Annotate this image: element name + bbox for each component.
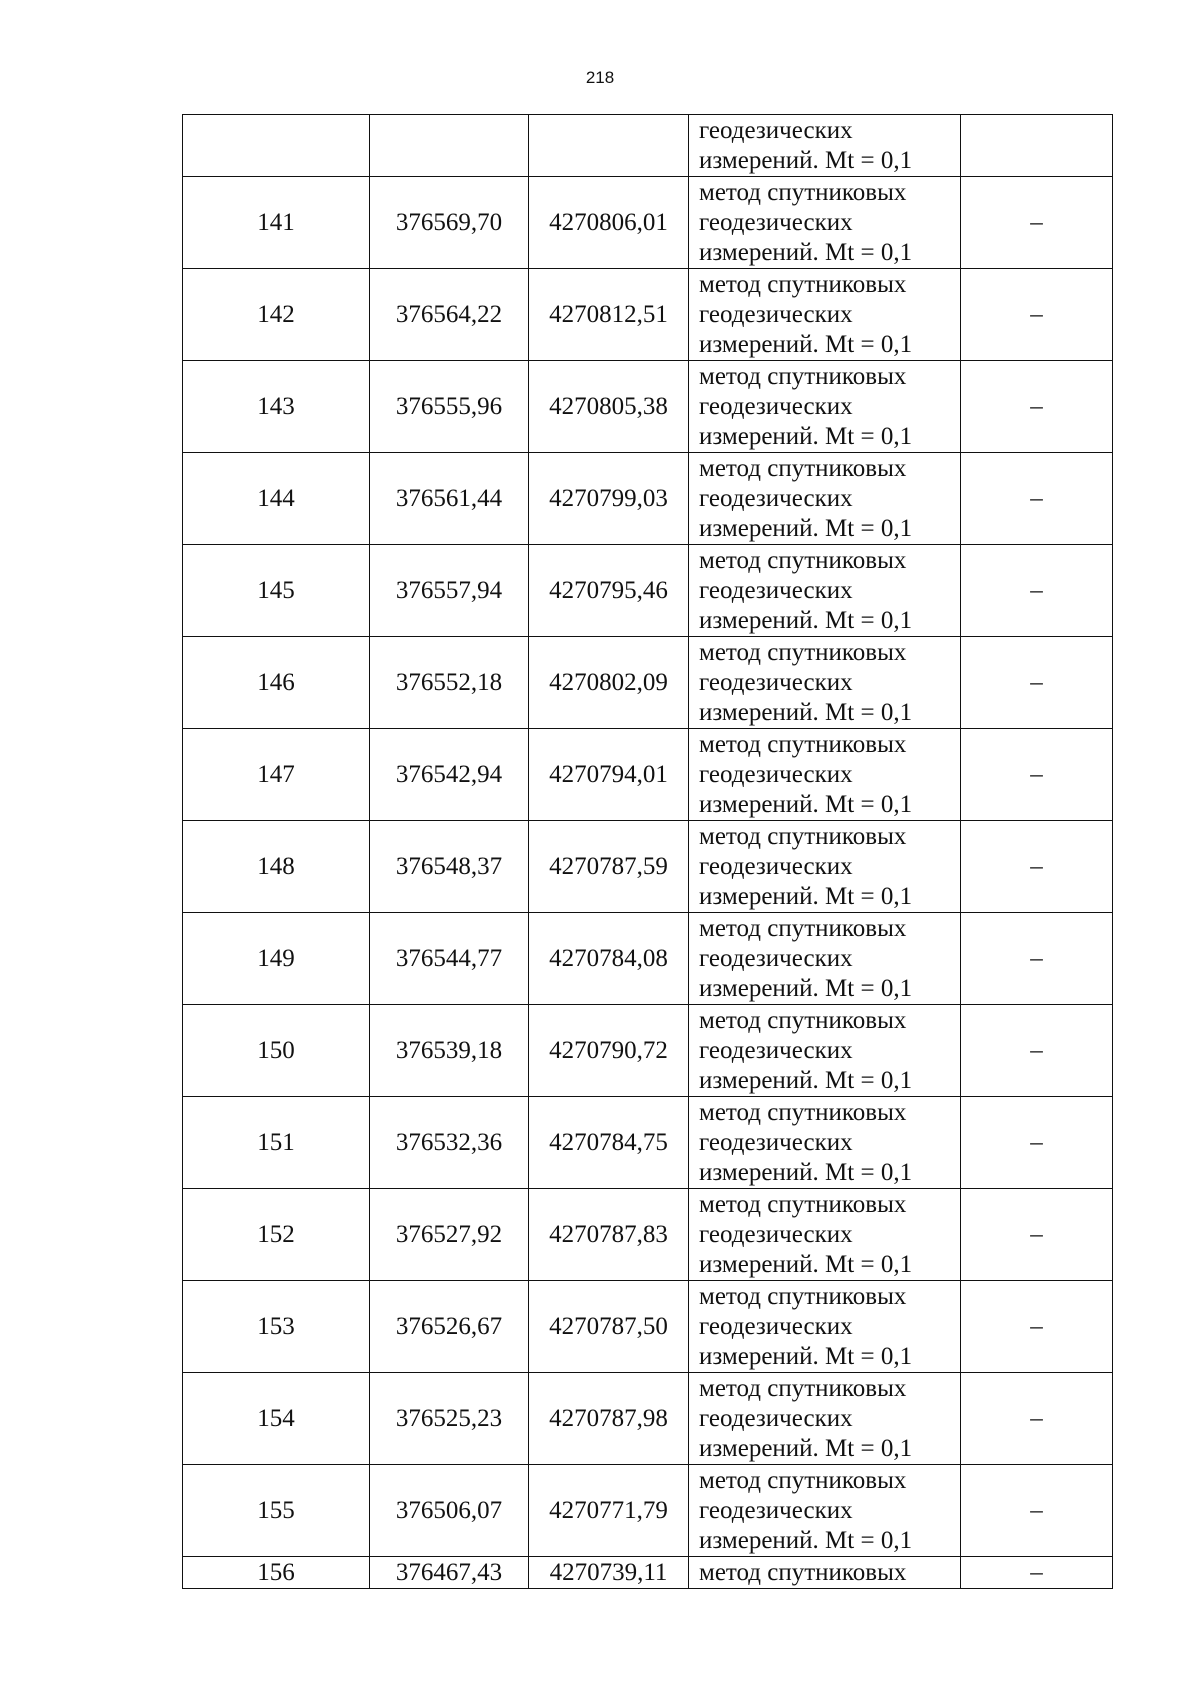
method-cell: метод спутниковых геодезических измерений. Mt = 0,1 (689, 545, 961, 637)
y-coordinate-cell: 4270802,09 (529, 637, 689, 729)
y-coordinate-cell: 4270784,75 (529, 1097, 689, 1189)
table-row (183, 1557, 1113, 1589)
table-row (183, 361, 1113, 453)
dash-cell (961, 115, 1113, 177)
table-row (183, 453, 1113, 545)
y-coordinate-cell: 4270794,01 (529, 729, 689, 821)
method-cell: метод спутниковых геодезических измерений. Mt = 0,1 (689, 1373, 961, 1465)
dash-cell: – (961, 1557, 1113, 1589)
y-coordinate-cell: 4270812,51 (529, 269, 689, 361)
y-coordinate-cell: 4270790,72 (529, 1005, 689, 1097)
dash-cell: – (961, 1465, 1113, 1557)
method-cell: метод спутниковых геодезических измерений. Mt = 0,1 (689, 637, 961, 729)
point-number-cell: 141 (183, 177, 370, 269)
point-number-cell: 142 (183, 269, 370, 361)
point-number-cell: 146 (183, 637, 370, 729)
table-row (183, 913, 1113, 1005)
coordinates-table (182, 114, 1113, 1589)
x-coordinate-cell: 376539,18 (370, 1005, 529, 1097)
table-row (183, 1005, 1113, 1097)
point-number-cell: 149 (183, 913, 370, 1005)
x-coordinate-cell: 376557,94 (370, 545, 529, 637)
y-coordinate-cell: 4270787,50 (529, 1281, 689, 1373)
table-row (183, 1281, 1113, 1373)
point-number-cell: 156 (183, 1557, 370, 1589)
method-cell: геодезических измерений. Mt = 0,1 (689, 115, 961, 177)
y-coordinate-cell: 4270739,11 (529, 1557, 689, 1589)
method-cell: метод спутниковых (689, 1557, 961, 1589)
table-row (183, 729, 1113, 821)
y-coordinate-cell: 4270795,46 (529, 545, 689, 637)
x-coordinate-cell: 376467,43 (370, 1557, 529, 1589)
dash-cell: – (961, 913, 1113, 1005)
x-coordinate-cell: 376506,07 (370, 1465, 529, 1557)
table-row (183, 269, 1113, 361)
x-coordinate-cell: 376548,37 (370, 821, 529, 913)
point-number-cell: 151 (183, 1097, 370, 1189)
point-number-cell: 150 (183, 1005, 370, 1097)
x-coordinate-cell: 376569,70 (370, 177, 529, 269)
page-number: 218 (585, 68, 615, 87)
point-number-cell: 143 (183, 361, 370, 453)
x-coordinate-cell: 376555,96 (370, 361, 529, 453)
y-coordinate-cell: 4270784,08 (529, 913, 689, 1005)
x-coordinate-cell: 376527,92 (370, 1189, 529, 1281)
table-row (183, 1097, 1113, 1189)
y-coordinate-cell: 4270799,03 (529, 453, 689, 545)
dash-cell: – (961, 1005, 1113, 1097)
dash-cell: – (961, 269, 1113, 361)
x-coordinate-cell: 376564,22 (370, 269, 529, 361)
method-cell: метод спутниковых геодезических измерений. Mt = 0,1 (689, 361, 961, 453)
point-number-cell: 152 (183, 1189, 370, 1281)
method-cell: метод спутниковых геодезических измерений. Mt = 0,1 (689, 177, 961, 269)
dash-cell: – (961, 1189, 1113, 1281)
point-number-cell: 155 (183, 1465, 370, 1557)
method-cell: метод спутниковых геодезических измерений. Mt = 0,1 (689, 729, 961, 821)
y-coordinate-cell: 4270806,01 (529, 177, 689, 269)
y-coordinate-cell (529, 115, 689, 177)
method-cell: метод спутниковых геодезических измерений. Mt = 0,1 (689, 453, 961, 545)
table-row-continued (183, 115, 1113, 177)
point-number-cell: 154 (183, 1373, 370, 1465)
method-cell: метод спутниковых геодезических измерений. Mt = 0,1 (689, 1189, 961, 1281)
method-cell: метод спутниковых геодезических измерений. Mt = 0,1 (689, 1097, 961, 1189)
dash-cell: – (961, 453, 1113, 545)
point-number-cell: 148 (183, 821, 370, 913)
table-row (183, 177, 1113, 269)
method-cell: метод спутниковых геодезических измерений. Mt = 0,1 (689, 1281, 961, 1373)
dash-cell: – (961, 821, 1113, 913)
point-number-cell: 144 (183, 453, 370, 545)
point-number-cell (183, 115, 370, 177)
dash-cell: – (961, 729, 1113, 821)
y-coordinate-cell: 4270787,98 (529, 1373, 689, 1465)
dash-cell: – (961, 361, 1113, 453)
dash-cell: – (961, 1281, 1113, 1373)
x-coordinate-cell: 376561,44 (370, 453, 529, 545)
y-coordinate-cell: 4270787,59 (529, 821, 689, 913)
x-coordinate-cell (370, 115, 529, 177)
coordinates-table-body (183, 115, 1113, 1589)
dash-cell: – (961, 545, 1113, 637)
table-row (183, 821, 1113, 913)
x-coordinate-cell: 376525,23 (370, 1373, 529, 1465)
x-coordinate-cell: 376552,18 (370, 637, 529, 729)
table-row (183, 545, 1113, 637)
y-coordinate-cell: 4270771,79 (529, 1465, 689, 1557)
method-cell: метод спутниковых геодезических измерений. Mt = 0,1 (689, 1005, 961, 1097)
x-coordinate-cell: 376532,36 (370, 1097, 529, 1189)
point-number-cell: 145 (183, 545, 370, 637)
x-coordinate-cell: 376544,77 (370, 913, 529, 1005)
x-coordinate-cell: 376542,94 (370, 729, 529, 821)
table-row (183, 1373, 1113, 1465)
dash-cell: – (961, 637, 1113, 729)
method-cell: метод спутниковых геодезических измерений. Mt = 0,1 (689, 821, 961, 913)
y-coordinate-cell: 4270787,83 (529, 1189, 689, 1281)
table-row (183, 1189, 1113, 1281)
point-number-cell: 153 (183, 1281, 370, 1373)
table-row (183, 1465, 1113, 1557)
point-number-cell: 147 (183, 729, 370, 821)
table-row (183, 637, 1113, 729)
y-coordinate-cell: 4270805,38 (529, 361, 689, 453)
method-cell: метод спутниковых геодезических измерений. Mt = 0,1 (689, 269, 961, 361)
dash-cell: – (961, 1373, 1113, 1465)
dash-cell: – (961, 177, 1113, 269)
method-cell: метод спутниковых геодезических измерений. Mt = 0,1 (689, 913, 961, 1005)
x-coordinate-cell: 376526,67 (370, 1281, 529, 1373)
method-cell: метод спутниковых геодезических измерений. Mt = 0,1 (689, 1465, 961, 1557)
dash-cell: – (961, 1097, 1113, 1189)
